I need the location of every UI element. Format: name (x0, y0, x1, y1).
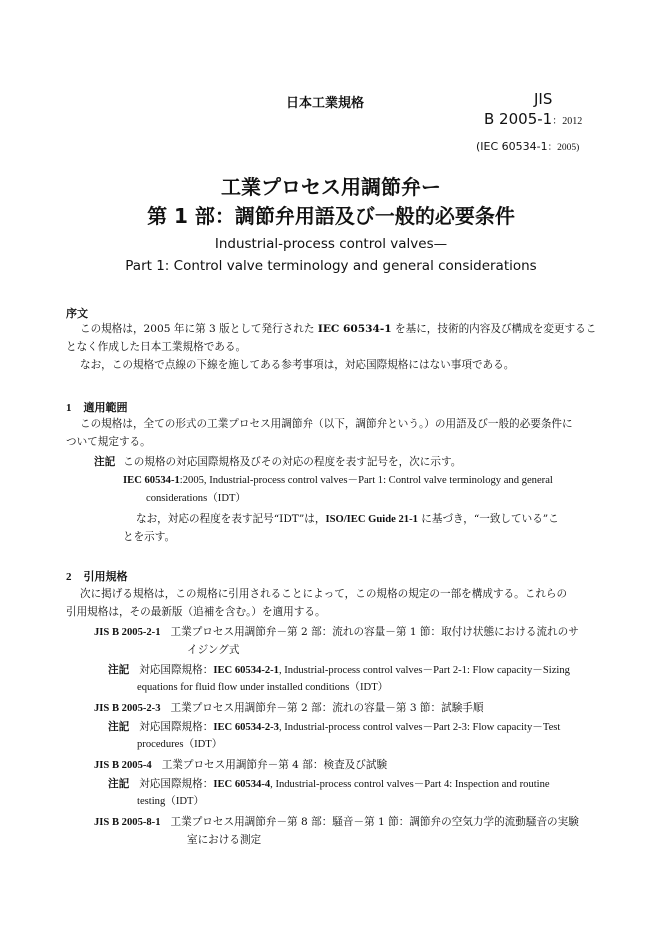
ref-title: 工業プロセス用調節弁－第 2 部：流れの容量－第 3 節：試験手順 (170, 702, 484, 714)
normative-ref-4 (94, 758, 387, 773)
ref-title: 工業プロセス用調節弁－第 2 部：流れの容量－第 1 節：取付け状態における流れのサ (170, 626, 579, 638)
note-label: 注記 (108, 721, 130, 733)
idt-text: に基づき，“一致している”こ (417, 513, 559, 525)
section2-heading (66, 568, 128, 584)
note-iec-title: , Industrial-process control valves－Part 2-1: Flow capacity－Sizing (278, 665, 570, 676)
foreword-para2: なお，この規格で点線の下線を施してある参考事項は，対応国際規格にはない事項である。 (80, 359, 515, 371)
foreword-heading: 序文 (66, 307, 88, 320)
note-label: 注記 (108, 664, 130, 676)
section1-idt-line2: とを示す。 (123, 531, 176, 543)
normative-ref-8-1 (94, 815, 579, 830)
title-ja-line2: 第 1 部：調節弁用語及び一般的必要条件 (147, 204, 515, 228)
standard-category: 日本工業規格 (286, 96, 365, 111)
foreword-para1-line1 (80, 322, 596, 336)
ref-code: JIS B 2005-4 (94, 760, 152, 771)
section2-para-line2: 引用規格は，その最新版（追補を含む。）を適用する。 (66, 606, 326, 618)
section1-idt-line1 (136, 512, 559, 527)
section1-heading (66, 399, 128, 415)
ref-note (108, 777, 550, 792)
section1-iec-ref-line1 (123, 474, 553, 488)
ref-code: JIS B 2005-2-1 (94, 627, 161, 638)
note-iec-ref: IEC 60534-2-1 (213, 665, 279, 676)
foreword-para1-line2: となく作成した日本工業規格である。 (66, 341, 247, 353)
note-label: 注記 (94, 456, 116, 468)
ref-title-cont: イジング式 (187, 644, 240, 656)
iec-ref-title: :2005, Industrial-process control valves－Part 1: Control valve terminology and general (179, 475, 553, 486)
section2-title: 引用規格 (83, 570, 128, 583)
standard-number-main: B 2005-1 (484, 110, 553, 128)
ref-note-cont: testing（IDT） (137, 796, 205, 807)
section1-para-line1: この規格は，全ての形式の工業プロセス用調節弁（以下，調節弁という。）の用語及び一般的必要条件に (80, 418, 573, 430)
note-iec-title: , Industrial-process control valves－Part 4: Inspection and routine (270, 779, 550, 790)
section1-title: 適用範囲 (83, 401, 128, 414)
ref-code: JIS B 2005-2-3 (94, 703, 161, 714)
iec-ref-code: IEC 60534-1 (123, 475, 180, 486)
title-ja-line1: 工業プロセス用調節弁ー (221, 175, 441, 199)
iec-reference-year: ：2005) (547, 143, 580, 153)
foreword-iec-ref: IEC 60534-1 (317, 323, 392, 335)
section2-number: 2 (66, 571, 72, 583)
section1-iec-ref-line2: considerations（IDT） (146, 493, 247, 504)
title-en-line1: Industrial-process control valves— (214, 236, 448, 252)
iec-reference (476, 135, 579, 154)
normative-ref-2-1 (94, 625, 579, 640)
note-iec-ref: IEC 60534-2-3 (213, 722, 279, 733)
ref-code: JIS B 2005-8-1 (94, 817, 161, 828)
jis-mark: JIS (534, 90, 553, 108)
title-en-line2: Part 1: Control valve terminology and general considerations (125, 258, 537, 274)
section1-number: 1 (66, 402, 72, 414)
foreword-text: を基に，技術的内容及び構成を変更するこ (391, 323, 597, 335)
note-iec-ref: IEC 60534-4 (213, 779, 271, 790)
standard-number (484, 109, 582, 128)
normative-ref-2-3 (94, 701, 484, 716)
iec-reference-main: (IEC 60534-1 (476, 140, 548, 153)
ref-note (108, 720, 560, 735)
section2-para-line1: 次に掲げる規格は，この規格に引用されることによって，この規格の規定の一部を構成する。これらの (80, 588, 568, 600)
ref-note-cont: procedures（IDT） (137, 739, 223, 750)
ref-note-cont: equations for fluid flow under installed conditions（IDT） (137, 682, 389, 693)
note-text: この規格の対応国際規格及びその対応の程度を表す記号を，次に示す。 (123, 456, 462, 468)
ref-title: 工業プロセス用調節弁－第 4 部：検査及び試験 (161, 759, 388, 771)
ref-title: 工業プロセス用調節弁－第 8 部：騒音－第 1 節：調節弁の空気力学的流動騒音の実験 (170, 816, 579, 828)
idt-text: なお，対応の程度を表す記号“IDT”は， (136, 513, 326, 525)
note-label: 注記 (108, 778, 130, 790)
standard-number-year: ：2012 (552, 116, 583, 127)
section1-note (94, 455, 461, 469)
ref-title-cont: 室における測定 (187, 834, 262, 846)
idt-guide-ref: ISO/IEC Guide 21-1 (325, 514, 418, 525)
section1-para-line2: ついて規定する。 (66, 436, 151, 448)
note-prefix: 対応国際規格： (139, 721, 214, 733)
note-iec-title: , Industrial-process control valves－Part 2-3: Flow capacity－Test (278, 722, 561, 733)
foreword-text: この規格は，2005 年に第 3 版として発行された (80, 323, 318, 335)
note-prefix: 対応国際規格： (139, 664, 214, 676)
ref-note (108, 663, 570, 678)
note-prefix: 対応国際規格： (139, 778, 214, 790)
